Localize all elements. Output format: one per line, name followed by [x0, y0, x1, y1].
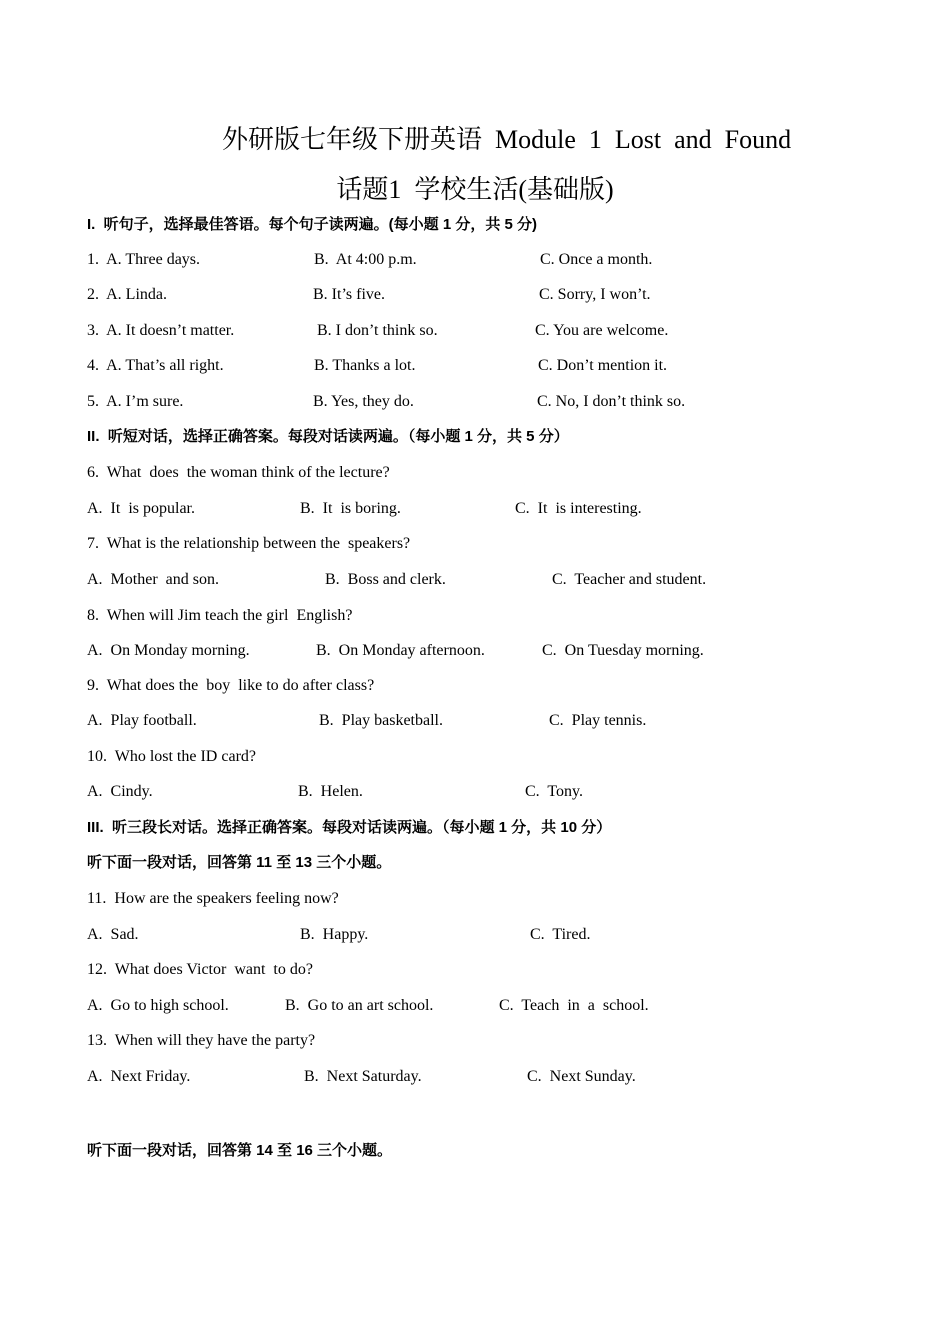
- page-subtitle: 话题1 学校生活(基础版): [336, 175, 614, 204]
- q13-stem: 13. When will they have the party?: [87, 1032, 316, 1049]
- q2-option-b: B. It’s five.: [313, 286, 385, 303]
- q10-stem: 10. Who lost the ID card?: [87, 748, 256, 765]
- q4-option-c: C. Don’t mention it.: [538, 357, 668, 374]
- q9-stem: 9. What does the boy like to do after class?: [87, 677, 375, 694]
- q11-option-a: A. Sad.: [87, 926, 139, 943]
- page-title: 外研版七年级下册英语 Module 1 Lost and Found: [222, 125, 792, 154]
- q1-option-c: C. Once a month.: [540, 251, 653, 268]
- q5-option-b: B. Yes, they do.: [313, 393, 414, 410]
- q8-option-c: C. On Tuesday morning.: [542, 642, 704, 659]
- q6-option-c: C. It is interesting.: [515, 500, 642, 517]
- q1-option-a: 1. A. Three days.: [87, 251, 201, 268]
- q12-stem: 12. What does Victor want to do?: [87, 961, 313, 978]
- q1-option-b: B. At 4:00 p.m.: [314, 251, 417, 268]
- section-3-heading: III. 听三段长对话。选择正确答案。每段对话读两遍。（每小题 1 分，共 10 分）: [87, 819, 612, 836]
- q13-option-b: B. Next Saturday.: [304, 1068, 422, 1085]
- q8-stem: 8. When will Jim teach the girl English?: [87, 607, 353, 624]
- q11-stem: 11. How are the speakers feeling now?: [87, 890, 339, 907]
- q7-option-b: B. Boss and clerk.: [325, 571, 446, 588]
- section-1-heading: I. 听句子，选择最佳答语。每个句子读两遍。(每小题 1 分，共 5 分): [87, 216, 538, 233]
- q10-option-a: A. Cindy.: [87, 783, 153, 800]
- q5-option-c: C. No, I don’t think so.: [537, 393, 686, 410]
- q2-option-c: C. Sorry, I won’t.: [539, 286, 651, 303]
- q7-stem: 7. What is the relationship between the speakers?: [87, 535, 411, 552]
- q5-option-a: 5. A. I’m sure.: [87, 393, 184, 410]
- q6-stem: 6. What does the woman think of the lecture?: [87, 464, 390, 481]
- q11-option-b: B. Happy.: [300, 926, 369, 943]
- q12-option-a: A. Go to high school.: [87, 997, 229, 1014]
- q13-option-c: C. Next Sunday.: [527, 1068, 636, 1085]
- q4-option-b: B. Thanks a lot.: [314, 357, 416, 374]
- q3-option-a: 3. A. It doesn’t matter.: [87, 322, 235, 339]
- q3-option-c: C. You are welcome.: [535, 322, 669, 339]
- q9-option-a: A. Play football.: [87, 712, 197, 729]
- q8-option-b: B. On Monday afternoon.: [316, 642, 485, 659]
- section-3-part-2-heading: 听下面一段对话，回答第 14 至 16 三个小题。: [87, 1142, 393, 1159]
- q10-option-c: C. Tony.: [525, 783, 583, 800]
- q10-option-b: B. Helen.: [298, 783, 363, 800]
- q8-option-a: A. On Monday morning.: [87, 642, 250, 659]
- q4-option-a: 4. A. That’s all right.: [87, 357, 224, 374]
- q3-option-b: B. I don’t think so.: [317, 322, 438, 339]
- q6-option-a: A. It is popular.: [87, 500, 195, 517]
- q13-option-a: A. Next Friday.: [87, 1068, 191, 1085]
- q9-option-c: C. Play tennis.: [549, 712, 647, 729]
- q2-option-a: 2. A. Linda.: [87, 286, 167, 303]
- q12-option-c: C. Teach in a school.: [499, 997, 649, 1014]
- section-2-heading: II. 听短对话，选择正确答案。每段对话读两遍。（每小题 1 分，共 5 分）: [87, 428, 569, 445]
- q7-option-c: C. Teacher and student.: [552, 571, 707, 588]
- q11-option-c: C. Tired.: [530, 926, 591, 943]
- q6-option-b: B. It is boring.: [300, 500, 401, 517]
- q12-option-b: B. Go to an art school.: [285, 997, 434, 1014]
- q7-option-a: A. Mother and son.: [87, 571, 219, 588]
- q9-option-b: B. Play basketball.: [319, 712, 443, 729]
- section-3-part-1-heading: 听下面一段对话，回答第 11 至 13 三个小题。: [87, 854, 392, 871]
